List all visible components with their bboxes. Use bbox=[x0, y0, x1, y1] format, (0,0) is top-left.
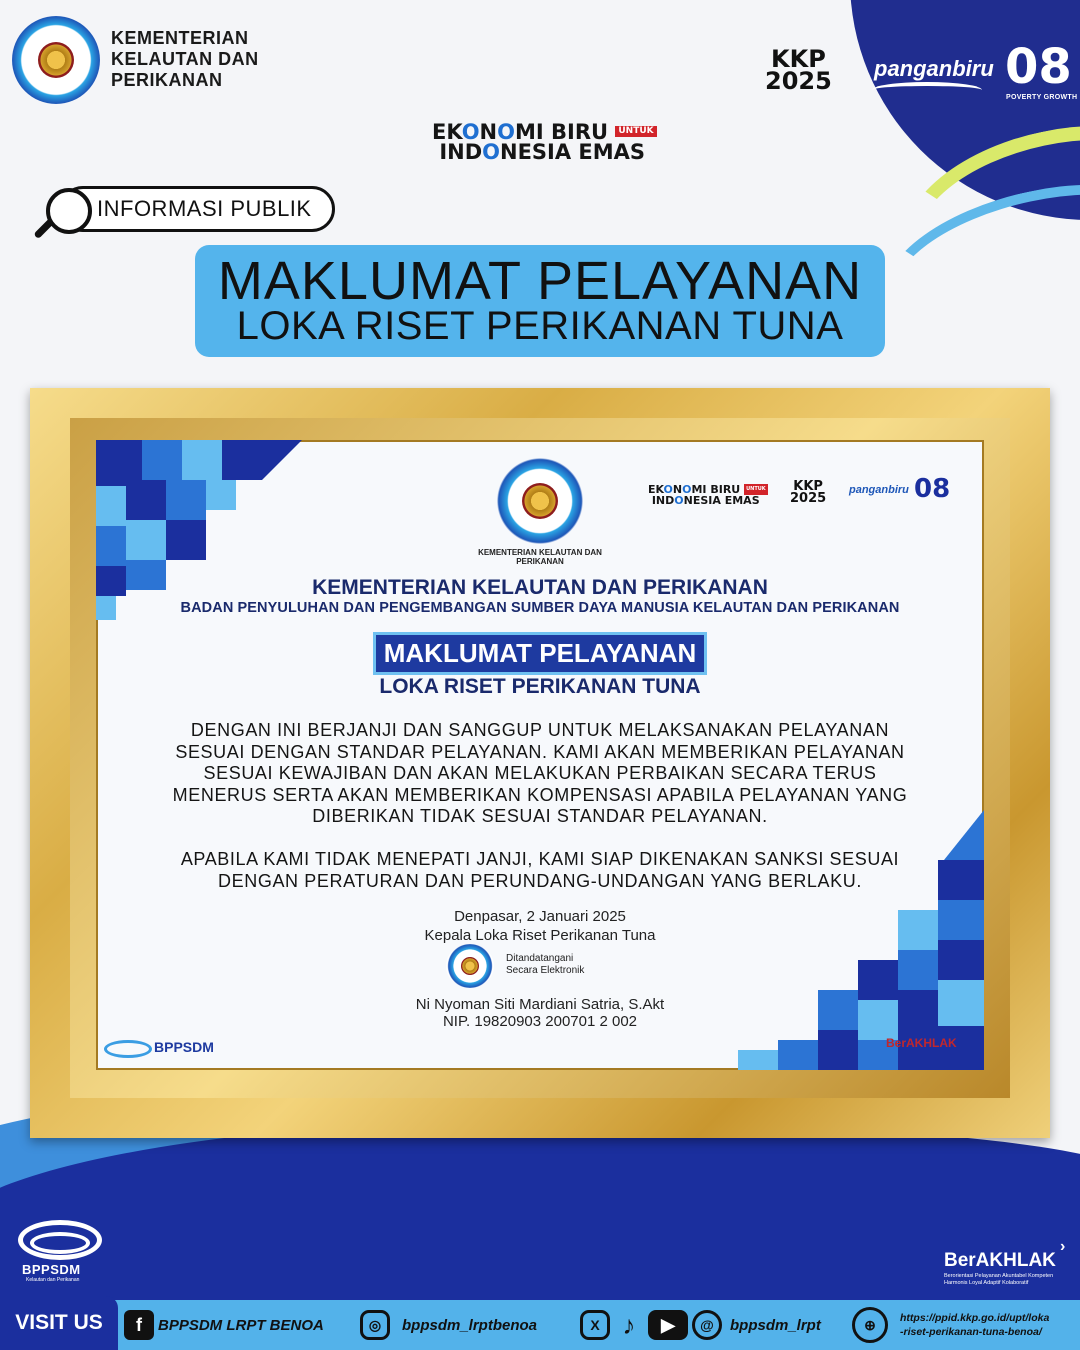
social-links[interactable] bbox=[580, 1300, 821, 1350]
website-url: https://ppid.kkp.go.id/upt/loka -riset-perikanan-tuna-benoa/ bbox=[900, 1312, 1050, 1338]
garuda-emblem-icon bbox=[522, 483, 558, 519]
kkp2025-logo: KKP 2025 bbox=[765, 45, 832, 95]
document-place-date: Denpasar, 2 Januari 2025 bbox=[454, 908, 626, 925]
document-panganbiru-logo: panganbiru bbox=[849, 484, 909, 496]
facebook-icon: f bbox=[124, 1310, 154, 1340]
garuda-emblem-icon bbox=[461, 957, 479, 975]
website-link[interactable] bbox=[852, 1300, 1049, 1350]
berakhlak-logo: BerAKHLAK bbox=[944, 1250, 1056, 1271]
instagram-icon: ◎ bbox=[360, 1310, 390, 1340]
garuda-emblem-icon bbox=[38, 42, 74, 78]
page-title: MAKLUMAT PELAYANAN bbox=[217, 251, 863, 311]
panganbiru-wave bbox=[872, 82, 982, 98]
document-role: Kepala Loka Riset Perikanan Tuna bbox=[424, 927, 656, 944]
kkp-logo bbox=[12, 16, 100, 104]
facebook-link[interactable] bbox=[124, 1300, 324, 1350]
document-maklumat-title: MAKLUMAT PELAYANAN bbox=[383, 638, 697, 668]
social-label: bppsdm_lrpt bbox=[730, 1316, 821, 1334]
berakhlak-arrow-icon: › bbox=[1060, 1238, 1066, 1255]
page-subtitle: LOKA RISET PERIKANAN TUNA bbox=[236, 304, 844, 348]
instagram-label: bppsdm_lrptbenoa bbox=[402, 1316, 538, 1334]
document-bppsdm-icon bbox=[104, 1040, 152, 1058]
document-berakhlak-logo: BerAKHLAK bbox=[886, 1036, 957, 1050]
facebook-label: BPPSDM LRPT BENOA bbox=[158, 1316, 324, 1334]
info-publik-label: INFORMASI PUBLIK bbox=[97, 196, 312, 221]
visit-us-label: VISIT US bbox=[0, 1296, 118, 1350]
document-body-sanction: APABILA KAMI TIDAK MENEPATI JANJI, KAMI SIAP DIKENAKAN SANKSI SESUAI DENGAN PERATURAN DAN PERUNDANG-UNDANGAN YANG BERLAKU. bbox=[180, 849, 900, 891]
ekonomi-biru-logo: EKONOMI BIRU UNTUK INDONESIA EMAS bbox=[432, 122, 657, 162]
magnifier-icon bbox=[46, 188, 92, 234]
eight-sub: POVERTY GROWTH bbox=[1006, 94, 1078, 101]
document-kkp-logo bbox=[497, 458, 583, 544]
document-logo-caption: KEMENTERIAN KELAUTAN DAN PERIKANAN bbox=[478, 548, 602, 566]
tiktok-icon: ♪ bbox=[622, 1309, 636, 1340]
document-signer: Ni Nyoman Siti Mardiani Satria, S.Akt bbox=[415, 996, 665, 1013]
bppsdm-logo: BPPSDM bbox=[22, 1262, 81, 1277]
document-nip: NIP. 19820903 200701 2 002 bbox=[442, 1013, 638, 1030]
document-kkp2025-logo: KKP 2025 bbox=[790, 479, 827, 506]
document-ekonomi-biru-logo: EKONOMI BIRU UNTUK INDONESIA EMAS bbox=[648, 483, 766, 507]
threads-icon: @ bbox=[692, 1310, 722, 1340]
eight-logo: 08 bbox=[1005, 39, 1072, 95]
document-ministry: KEMENTERIAN KELAUTAN DAN PERIKANAN bbox=[312, 576, 768, 599]
panganbiru-logo: panganbiru bbox=[874, 56, 994, 81]
document-body: DENGAN INI BERJANJI DAN SANGGUP UNTUK MELAKSANAKAN PELAYANAN SESUAI DENGAN STANDAR PELAYANAN. KAMI AKAN MEMBERIKAN PELAYANAN SESUAI KEWAJIBAN DAN AKAN MELAKUKAN PERBAIKAN SECARA TERUS MENERUS SERTA AKAN MEMBERIKAN KOMPENSASI APABILA PELAYANAN YANG DIBERIKAN TIDAK SESUAI STANDAR PELAYANAN. bbox=[172, 720, 908, 826]
x-icon: X bbox=[580, 1310, 610, 1340]
youtube-icon: ▶ bbox=[648, 1310, 688, 1340]
globe-icon: ⊕ bbox=[852, 1307, 888, 1343]
instagram-link[interactable] bbox=[360, 1300, 537, 1350]
e-signature-text: Ditandatangani Secara Elektronik bbox=[506, 953, 585, 976]
berakhlak-sub: Berorientasi Pelayanan Akuntabel Kompeten Harmonis Loyal Adaptif Kolaboratif bbox=[944, 1273, 1054, 1286]
e-signature-seal bbox=[446, 944, 494, 988]
document-loka-title: LOKA RISET PERIKANAN TUNA bbox=[379, 675, 701, 698]
document-eight-logo: 08 bbox=[914, 474, 951, 504]
bppsdm-sub: Kelautan dan Perikanan bbox=[26, 1277, 80, 1283]
document-bppsdm-logo: BPPSDM bbox=[154, 1039, 214, 1055]
bppsdm-icon-inner bbox=[30, 1232, 90, 1254]
document-agency: BADAN PENYULUHAN DAN PENGEMBANGAN SUMBER DAYA MANUSIA KELAUTAN DAN PERIKANAN bbox=[180, 600, 900, 616]
org-name: KEMENTERIAN KELAUTAN DAN PERIKANAN bbox=[111, 28, 259, 90]
